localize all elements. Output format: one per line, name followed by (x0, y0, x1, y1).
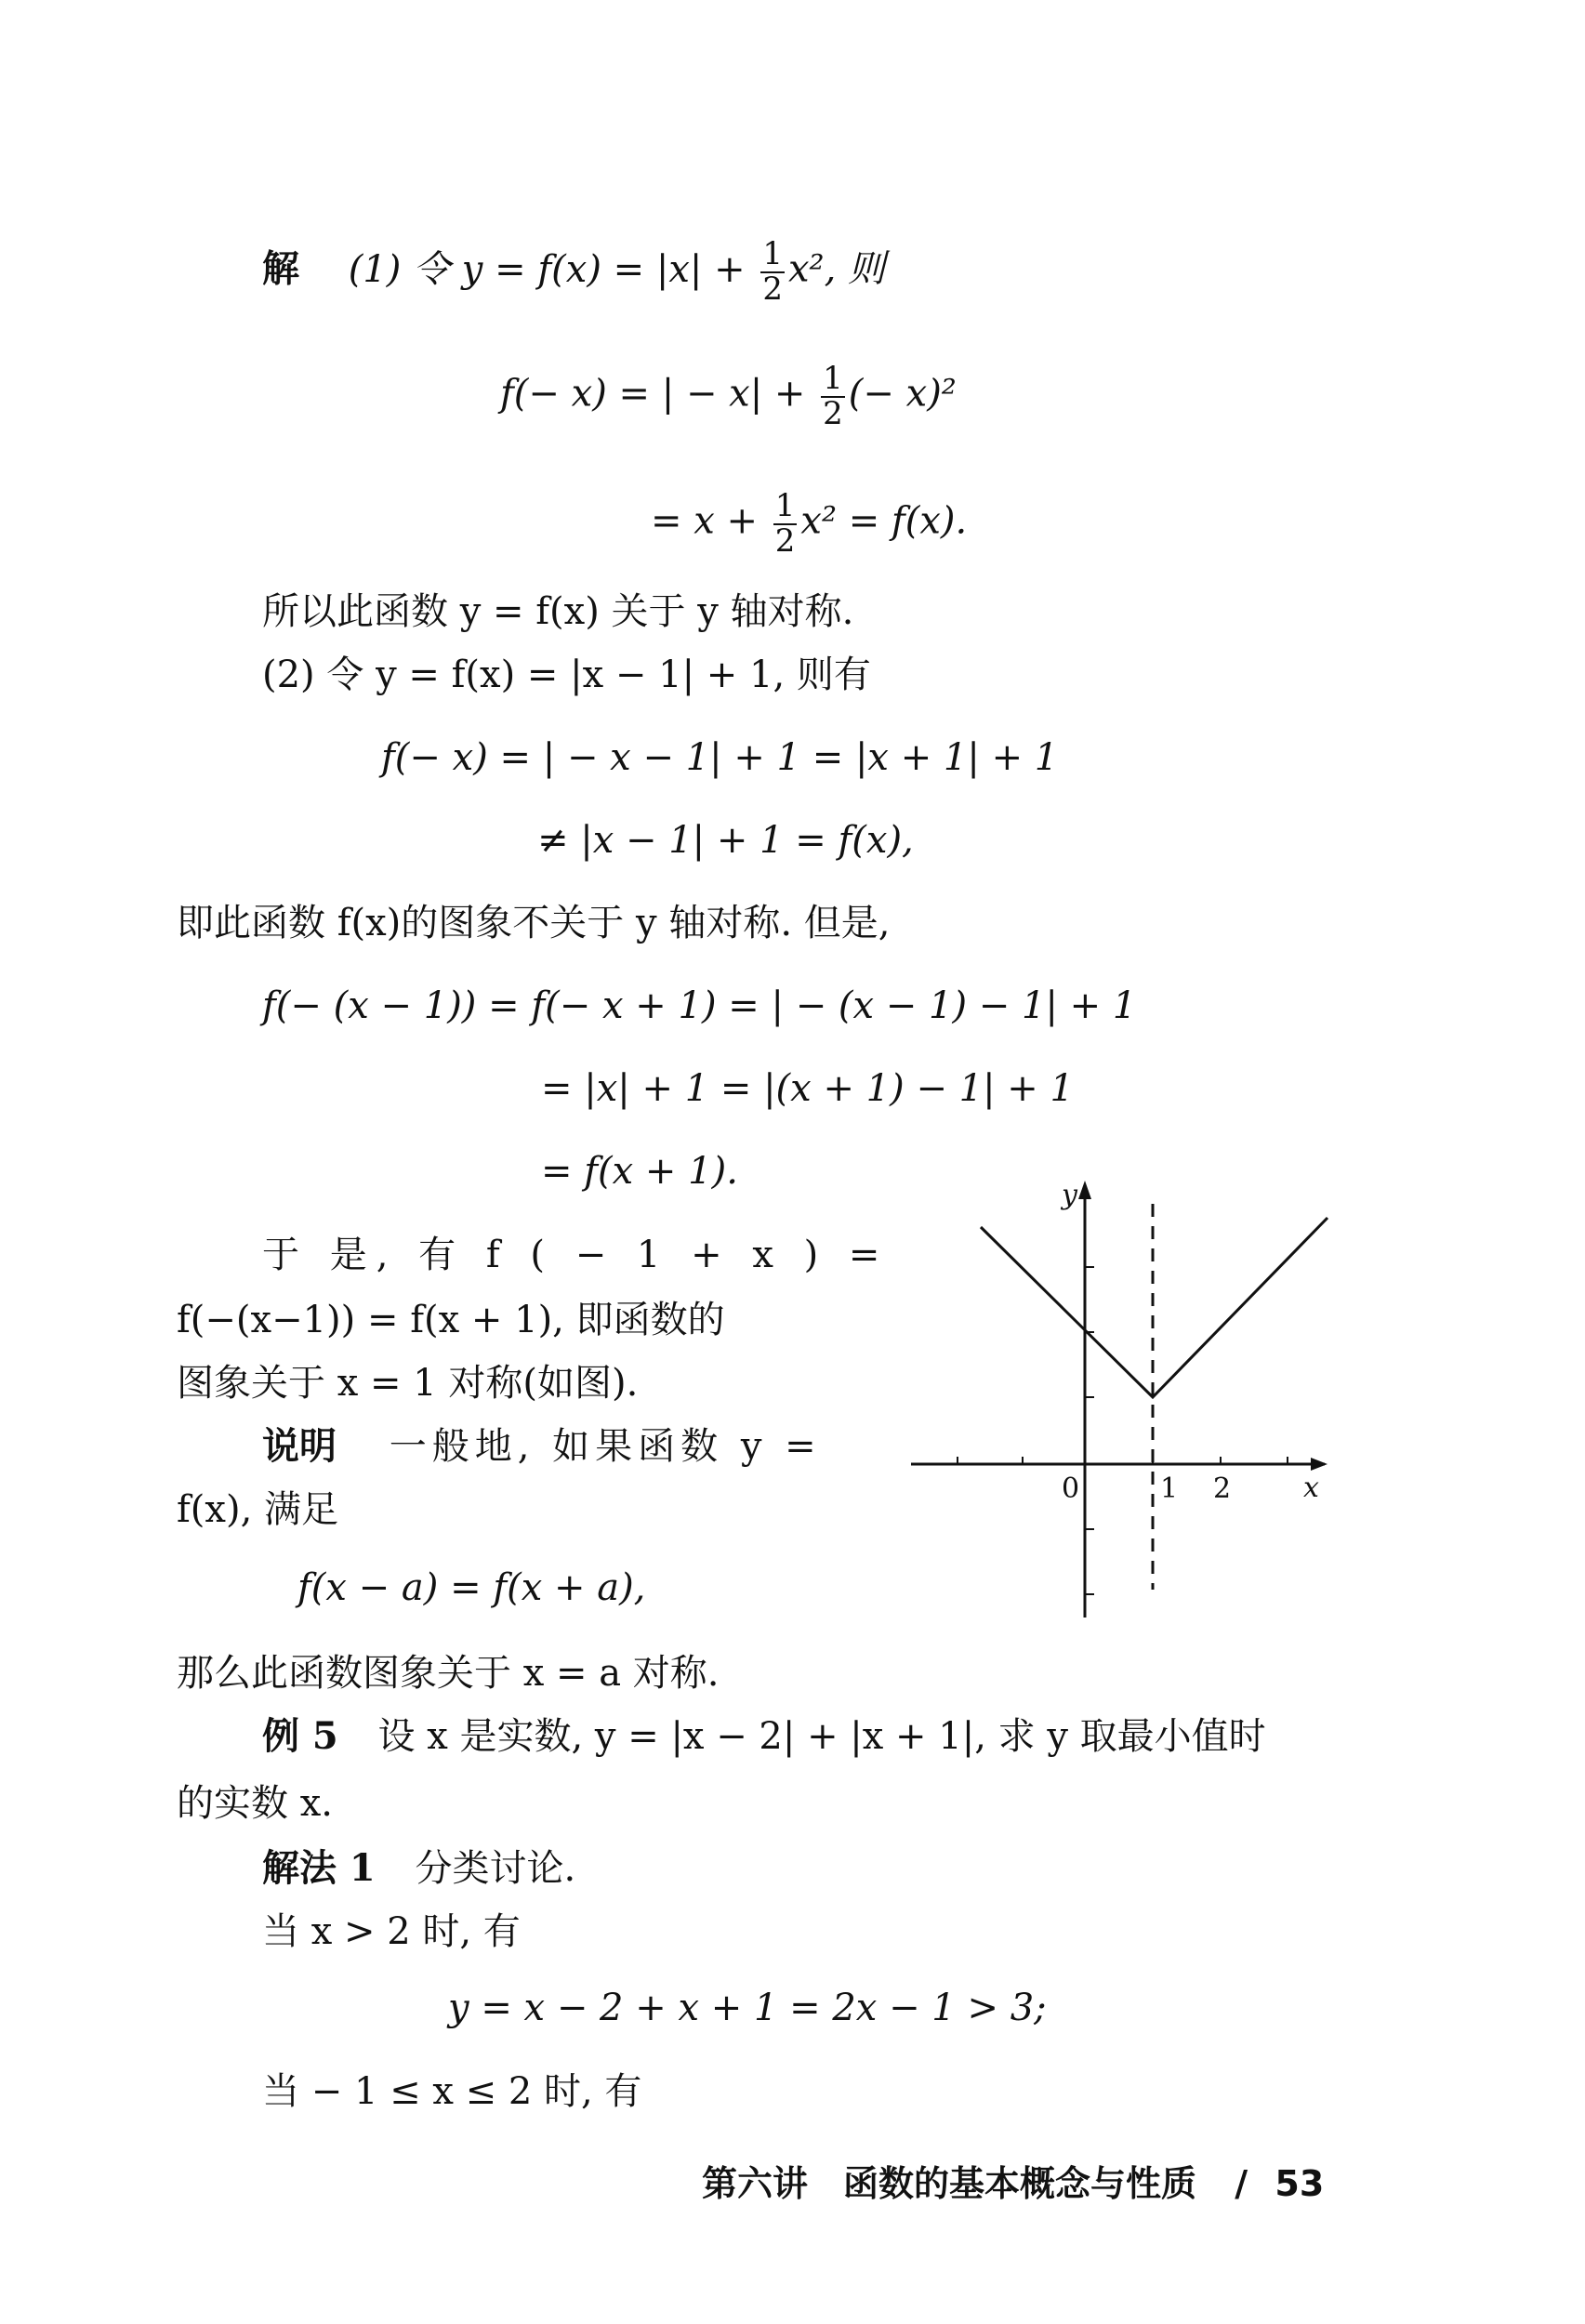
x-axis-arrow (1311, 1458, 1327, 1471)
note-line: 说明 一般地, 如果函数 y = (262, 1424, 822, 1468)
equation-line-10: = |x| + 1 = |(x + 1) − 1| + 1 (541, 1067, 1074, 1110)
solution-label: 解 (262, 246, 299, 291)
eq-1-text: (1) 令 y = f(x) = |x| + (348, 247, 746, 291)
tick-label-1: 1 (1160, 1472, 1179, 1505)
text-line-8: 即此函数 f(x)的图象不关于 y 轴对称. 但是, (177, 902, 891, 944)
eq-1-tail: x², 则 (787, 247, 886, 291)
equation-line-17: f(x − a) = f(x + a), (297, 1566, 646, 1609)
equation-line-2: f(− x) = | − x| + $\frac{1}{2}$ (− x)² (500, 360, 957, 432)
method-label: 解法 1 (262, 1846, 376, 1890)
text-line-5: (2) 令 y = f(x) = |x − 1| + 1, 则有 (262, 654, 871, 696)
footer-separator: / (1235, 2162, 1248, 2204)
equation-line-3: = x + $\frac{1}{2}$ x² = f(x). (651, 487, 968, 560)
solution-line-1 (262, 235, 886, 308)
x-axis-label: x (1303, 1472, 1319, 1504)
method-line: 解法 1 分类讨论. (262, 1846, 576, 1890)
equation-line-7: ≠ |x − 1| + 1 = f(x), (537, 819, 914, 862)
text-line-20: 的实数 x. (177, 1782, 333, 1825)
chapter-title: 第六讲 函数的基本概念与性质 (702, 2162, 1197, 2204)
text-line-12: 于 是, 有 f ( − 1 + x ) = (262, 1234, 890, 1276)
text-line-16: f(x), 满足 (177, 1488, 339, 1531)
graph-figure (902, 1167, 1348, 1631)
fraction-half: $\frac{1}{2}$ (774, 487, 796, 560)
note-label: 说明 (262, 1424, 337, 1468)
equation-line-6: f(− x) = | − x − 1| + 1 = |x + 1| + 1 (381, 736, 1059, 779)
page-number: 53 (1275, 2163, 1325, 2204)
text-line-4: 所以此函数 y = f(x) 关于 y 轴对称. (262, 590, 854, 633)
text-line-24: 当 − 1 ≤ x ≤ 2 时, 有 (262, 2070, 642, 2113)
fraction-half: $\frac{1}{2}$ (823, 360, 843, 432)
page-footer (702, 2155, 1324, 2206)
origin-label: 0 (1062, 1472, 1080, 1505)
equation-line-11: = f(x + 1). (541, 1150, 738, 1193)
y-axis-arrow (1078, 1181, 1091, 1199)
text-line-14: 图象关于 x = 1 对称(如图). (177, 1362, 639, 1405)
text-line-13: f(−(x−1)) = f(x + 1), 即函数的 (177, 1299, 725, 1341)
equation-line-23: y = x − 2 + x + 1 = 2x − 1 > 3; (448, 1987, 1047, 2029)
example-label: 例 5 (262, 1714, 338, 1758)
text-line-22: 当 x > 2 时, 有 (262, 1910, 521, 1953)
tick-label-2: 2 (1213, 1472, 1232, 1505)
equation-line-9: f(− (x − 1)) = f(− x + 1) = | − (x − 1) − 1| + 1 (262, 984, 1137, 1027)
fraction-half: $\frac{1}{2}$ (762, 235, 783, 308)
text-line-18: 那么此函数图象关于 x = a 对称. (177, 1652, 720, 1695)
example-line: 例 5 设 x 是实数, y = |x − 2| + |x + 1|, 求 y 取最小值时 (262, 1714, 1266, 1758)
y-axis-label: y (1062, 1179, 1077, 1211)
